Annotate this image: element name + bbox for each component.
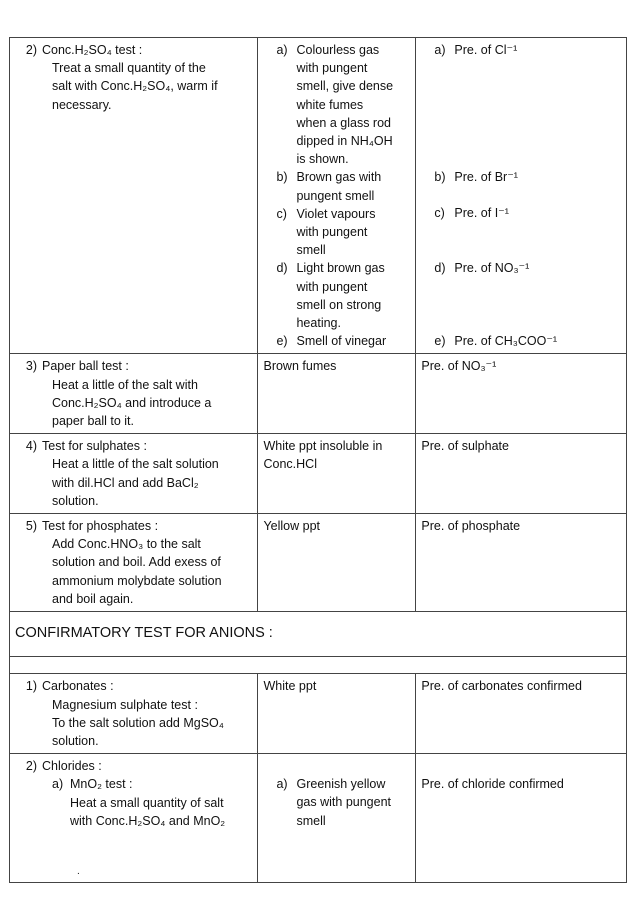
step-desc: and boil again. bbox=[52, 591, 134, 606]
step-desc: necessary. bbox=[52, 97, 112, 112]
step-desc: ammonium molybdate solution bbox=[52, 573, 222, 588]
table-row bbox=[10, 354, 627, 434]
observation-cell bbox=[258, 38, 416, 354]
experiment-cell bbox=[10, 674, 258, 754]
step-number: 1) bbox=[25, 679, 37, 694]
step-title: Carbonates : bbox=[42, 679, 114, 694]
inference-item: a) Pre. of Cl⁻¹ bbox=[434, 43, 518, 57]
step-desc: paper ball to it. bbox=[52, 414, 134, 429]
observation-item: e) Smell of vinegar bbox=[276, 334, 387, 349]
observation-item: a) Colourless gas with pungent smell, give dense white fumes when a glass rod dipped in NH₄OH is shown. bbox=[276, 43, 394, 167]
step-desc: solution. bbox=[52, 733, 99, 748]
table-row bbox=[10, 674, 627, 754]
step-number: 4) bbox=[25, 439, 37, 454]
section-heading: CONFIRMATORY TEST FOR ANIONS : bbox=[10, 612, 627, 657]
step-desc: salt with Conc.H₂SO₄, warm if bbox=[52, 79, 218, 94]
inference-item: d) Pre. of NO₃⁻¹ bbox=[434, 261, 530, 275]
step-desc: with Conc.H₂SO₄ and MnO₂ bbox=[70, 813, 226, 828]
stray-dot: . bbox=[77, 865, 80, 877]
step-number: 5) bbox=[25, 519, 37, 534]
step-title: Chlorides : bbox=[42, 759, 102, 774]
experiment-cell bbox=[10, 754, 258, 883]
inference-cell: Pre. of chloride confirmed bbox=[416, 754, 627, 883]
sub-title: MnO₂ test : bbox=[70, 777, 133, 792]
step-number: 3) bbox=[25, 359, 37, 374]
step-desc: Treat a small quantity of the bbox=[52, 61, 206, 76]
step-desc: Magnesium sulphate test : bbox=[52, 697, 198, 712]
observation-cell: Yellow ppt bbox=[258, 514, 416, 612]
step-number: 2) bbox=[25, 43, 37, 57]
observation-item: c) Violet vapours with pungent smell bbox=[276, 206, 376, 258]
inference-cell: Pre. of phosphate bbox=[416, 514, 627, 612]
observation-cell: White ppt bbox=[258, 674, 416, 754]
experiment-cell bbox=[10, 354, 258, 434]
sub-letter: a) bbox=[52, 777, 64, 792]
step-title: Paper ball test : bbox=[42, 359, 129, 374]
step-desc: Heat a small quantity of salt bbox=[70, 795, 224, 810]
experiment-cell bbox=[10, 434, 258, 514]
anion-tests-table bbox=[9, 37, 627, 883]
inference-cell bbox=[416, 38, 627, 354]
step-desc: solution and boil. Add exess of bbox=[52, 555, 221, 570]
step-desc: Add Conc.HNO₃ to the salt bbox=[52, 537, 201, 552]
observation-item: b) Brown gas with pungent smell bbox=[276, 170, 382, 203]
table-row bbox=[10, 754, 627, 883]
observation-item: a) Greenish yellow gas with pungent smell bbox=[276, 777, 391, 828]
table-row bbox=[10, 514, 627, 612]
step-desc: solution. bbox=[52, 493, 99, 508]
step-desc: Conc.H₂SO₄ and introduce a bbox=[52, 395, 212, 410]
observation-cell: Brown fumes bbox=[258, 354, 416, 434]
step-title: Test for sulphates : bbox=[42, 439, 147, 454]
observation-cell: White ppt insoluble in Conc.HCl bbox=[258, 434, 416, 514]
spacer-row bbox=[10, 657, 627, 674]
observation-cell bbox=[258, 754, 416, 883]
inference-cell: Pre. of carbonates confirmed bbox=[416, 674, 627, 754]
step-title: Test for phosphates : bbox=[42, 519, 159, 534]
table-row bbox=[10, 38, 627, 354]
step-title: Conc.H₂SO₄ test : bbox=[42, 43, 143, 57]
inference-cell: Pre. of NO₃⁻¹ bbox=[416, 354, 627, 434]
observation-item: d) Light brown gas with pungent smell on strong heating. bbox=[276, 261, 385, 331]
step-number: 2) bbox=[25, 759, 37, 774]
step-desc: Heat a little of the salt solution bbox=[52, 457, 219, 472]
inference-cell: Pre. of sulphate bbox=[416, 434, 627, 514]
section-heading-row bbox=[10, 612, 627, 657]
step-desc: Heat a little of the salt with bbox=[52, 377, 198, 392]
inference-item: b) Pre. of Br⁻¹ bbox=[434, 170, 518, 184]
experiment-cell bbox=[10, 38, 258, 354]
table-row bbox=[10, 434, 627, 514]
step-desc: with dil.HCl and add BaCl₂ bbox=[52, 475, 199, 490]
experiment-cell bbox=[10, 514, 258, 612]
inference-item: e) Pre. of CH₃COO⁻¹ bbox=[434, 334, 558, 348]
inference-item: c) Pre. of I⁻¹ bbox=[434, 206, 509, 220]
step-desc: To the salt solution add MgSO₄ bbox=[52, 715, 224, 730]
